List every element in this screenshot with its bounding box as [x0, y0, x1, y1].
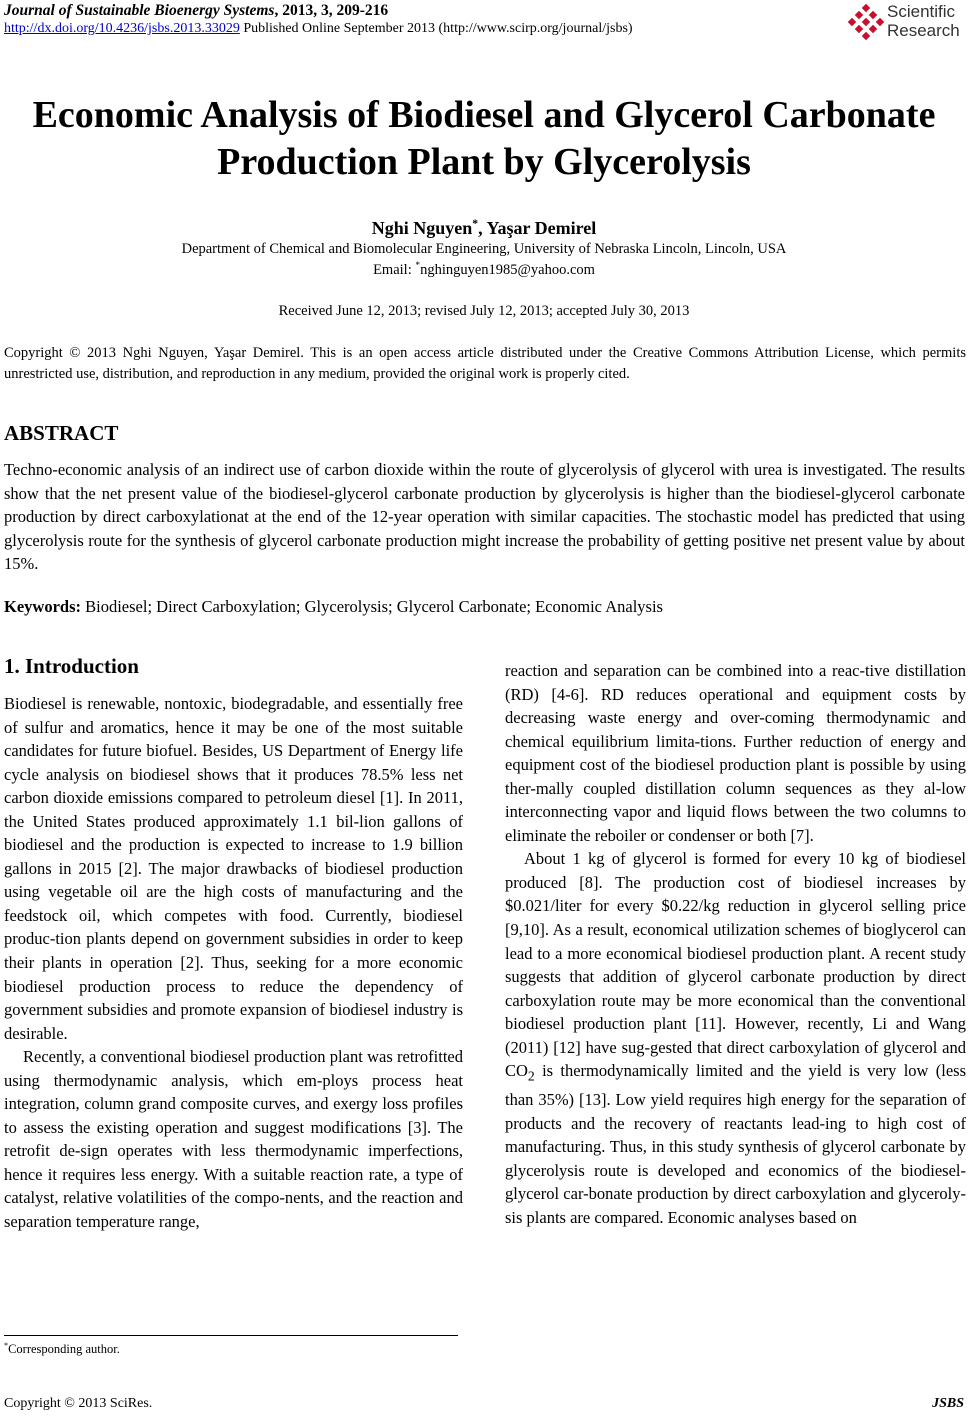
- intro-paragraph-2: Recently, a conventional biodiesel production plant was retrofitted using thermodynamic analysis, which em-ploys process heat integration, column grand composite curves, and exergy loss profiles to assess the existing operation and suggest modifications [3]. The retrofit de-sign operates with less thermodynamic imperfections, hence it requires less energy. With a suitable reaction rate, a type of catalyst, relative volatilities of the compo-nents, and the reaction and separation temperature range,: [4, 1047, 463, 1232]
- author-1: Nghi Nguyen: [371, 218, 473, 238]
- intro-paragraph-4-part-b: is thermodynamically limited and the yield is very low (less than 35%) [13]. Low yield requires high energy for the separation of products and the recovery of reactants lead-ing to high cost of manufacturing. Thus, in this study synthesis of glycerol carbonate by glycerolysis route is developed and economics of the biodiesel-glycerol car-bonate production by direct carboxylation and glyceroly-sis plants are compared. Economic analyses based on: [505, 1061, 966, 1227]
- email-line: [0, 261, 968, 279]
- received-dates: Received June 12, 2013; revised July 12, 2013; accepted July 30, 2013: [278, 303, 690, 319]
- authors: [0, 217, 968, 239]
- footnote-mark: *: [4, 1341, 9, 1350]
- intro-paragraph-3: reaction and separation can be combined into a reac-tive distillation (RD) [4-6]. RD reduces operational and equipment costs by decreasing waste energy and over-coming thermodynamic and chemical equilibrium limita-tions. Further reduction of energy and equipment cost of the biodiesel production plant is possible by using ther-mally coupled distillation column sequences as they al-low interconnecting vapor and liquid flows between the two columns to eliminate the reboiler or condenser or both [7].: [505, 661, 966, 845]
- right-column: [505, 659, 966, 1229]
- intro-paragraph-4-part-a: About 1 kg of glycerol is formed for every 10 kg of biodiesel produced [8]. The production cost of biodiesel increases by $0.021/liter for every $0.22/kg reduction in glycerol selling price [9,10]. As a result, economical utilization schemes of bioglycerol can lead to a more economical biodiesel production plant. A recent study suggests that addition of glycerol carbonate production by direct carboxylation route may be more economical than the conventional biodiesel production plant [11]. However, recently, Li and Wang (2011) [12] have sug-gested that direct carboxylation of glycerol and CO: [505, 849, 966, 1081]
- intro-paragraph-1: Biodiesel is renewable, nontoxic, biodegradable, and essentially free of sulfur and aromatics, hence it may be one of the most suitable candidates for future biofuel. Besides, US Department of Energy life cycle analysis on biodiesel shows that it produces 78.5% less net carbon dioxide emissions compared to petroleum diesel [1]. In 2011, the United States produced approximately 1.1 bil-lion gallons of biodiesel and the production is expected to increase to 1.9 billion gallons in 2015 [2]. The major drawbacks of biodiesel production using vegetable oil are the high costs of manufacturing and the feedstock oil, which competes with food. Currently, biodiesel produc-tion plants depend on government subsidies in order to keep their plants in operation [2]. Thus, seeking for a more economic biodiesel production process to reduce the dependency of government subsidies and promote expansion of biodiesel industry is desirable.: [4, 694, 463, 1043]
- introduction-heading: 1. Introduction: [4, 654, 139, 678]
- publisher-logo: [845, 2, 968, 42]
- volume-pages: , 2013, 3, 209-216: [274, 2, 389, 19]
- footer-journal-abbr: JSBS: [932, 1396, 964, 1411]
- email-address: nghinguyen1985@yahoo.com: [420, 261, 595, 278]
- abstract-body: Techno-economic analysis of an indirect use of carbon dioxide within the route of glycerolysis of glycerol with urea is investigated. The results show that the net present value of the biodiesel-glycerol carbonate production by glycerolysis is higher than the biodiesel-glycerol carbonate production by direct carboxylationat at the end of the 12-year operation with similar capacities. The stochastic model has predicted that using glycerolysis route for the synthesis of glycerol carbonate production might increase the probability of getting positive net present value by about 15%.: [4, 460, 965, 573]
- author-2: Yaşar Demirel: [486, 218, 597, 238]
- doi-link[interactable]: http://dx.doi.org/10.4236/jsbs.2013.33029: [4, 21, 240, 36]
- title-line-1: Economic Analysis of Biodiesel and Glycerol Carbonate: [32, 94, 936, 136]
- scientific-research-logo-icon: [847, 4, 885, 40]
- footnote-text: Corresponding author.: [8, 1342, 120, 1357]
- keywords: [4, 597, 965, 617]
- footer-copyright: Copyright © 2013 SciRes.: [4, 1396, 153, 1411]
- logo-line-2: Research: [887, 21, 960, 40]
- email-label: Email:: [373, 261, 416, 278]
- header-doi-line: [4, 21, 633, 37]
- left-column: [4, 692, 463, 1234]
- keywords-text: Biodiesel; Direct Carboxylation; Glycerolysis; Glycerol Carbonate; Economic Analysis: [81, 597, 663, 616]
- abstract-heading: ABSTRACT: [4, 421, 119, 445]
- paper-title: [0, 92, 968, 186]
- keywords-label: Keywords:: [4, 597, 81, 616]
- affiliation: Department of Chemical and Biomolecular Engineering, University of Nebraska Lincoln, Lincoln, USA: [181, 241, 787, 257]
- copyright-notice: Copyright © 2013 Nghi Nguyen, Yaşar Demirel. This is an open access article distributed under the Creative Commons Attribution License, which permits unrestricted use, distribution, and reproduction in any medium, provided the original work is properly cited.: [4, 345, 966, 382]
- title-line-2: Production Plant by Glycerolysis: [217, 141, 751, 183]
- published-note: Published Online September 2013 (http://www.scirp.org/journal/jsbs): [239, 21, 633, 36]
- journal-name: Journal of Sustainable Bioenergy Systems: [4, 2, 275, 19]
- footnote: [4, 1341, 120, 1357]
- journal-title: [4, 2, 388, 20]
- footnote-divider: [4, 1335, 458, 1336]
- co2-subscript: 2: [527, 1068, 535, 1084]
- logo-line-1: Scientific: [887, 2, 956, 21]
- logo-text: [887, 2, 960, 40]
- author-separator: ,: [478, 218, 487, 238]
- intro-paragraph-4: [505, 847, 966, 1229]
- email-mark: *: [415, 261, 421, 271]
- corresponding-mark: *: [472, 217, 479, 230]
